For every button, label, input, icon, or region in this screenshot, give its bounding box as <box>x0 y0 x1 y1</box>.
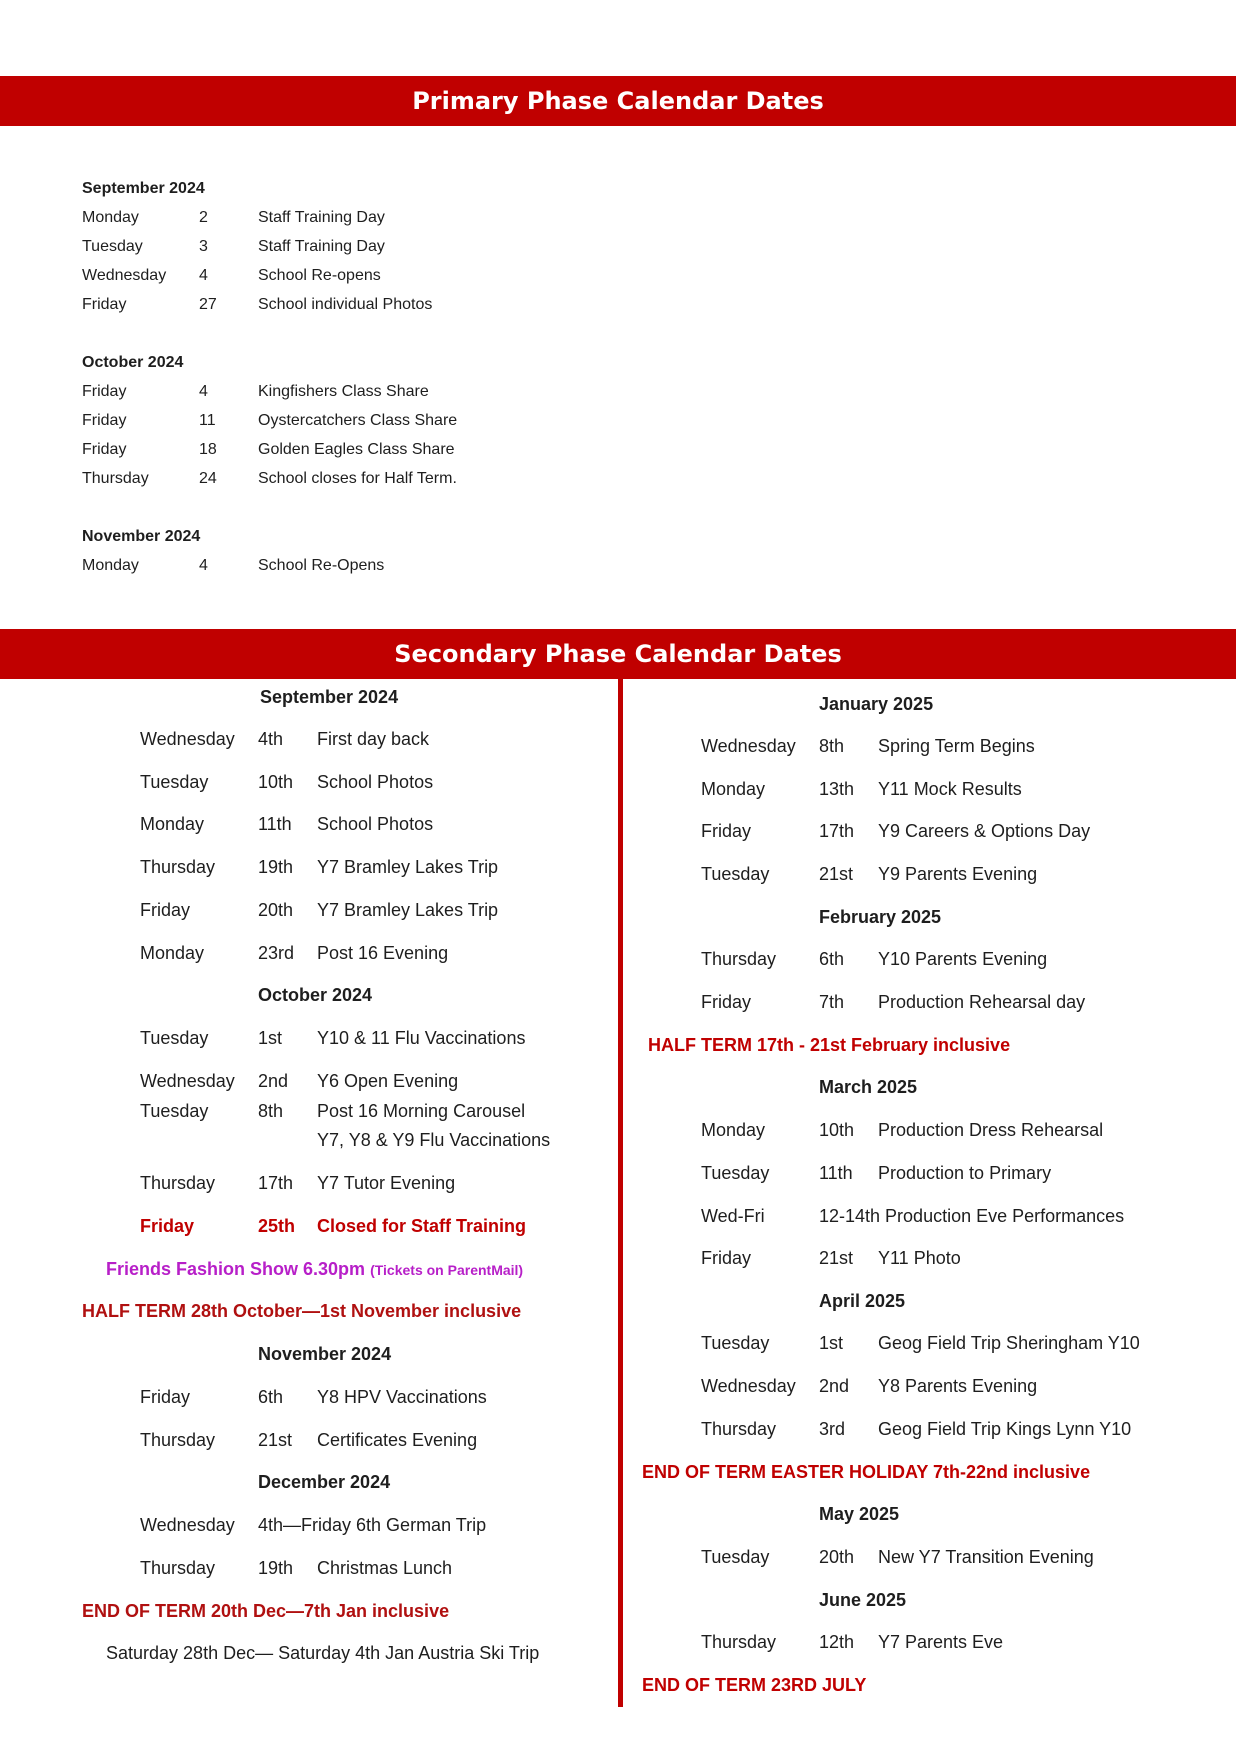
fashion-show-notice: Friends Fashion Show 6.30pm (Tickets on ParentMail) <box>106 1259 524 1279</box>
end-of-term-notice: END OF TERM 23RD JULY <box>642 1675 867 1695</box>
calendar-row: Tuesday 3 Staff Training Day <box>82 238 385 255</box>
primary-calendar <box>82 174 782 580</box>
month-heading: November 2024 <box>82 528 201 545</box>
ski-trip-notice: Saturday 28th Dec— Saturday 4th Jan Austria Ski Trip <box>106 1643 540 1663</box>
month-heading: October 2024 <box>82 354 184 371</box>
easter-holiday-notice: END OF TERM EASTER HOLIDAY 7th-22nd inclusive <box>642 1462 1091 1482</box>
month-heading: June 2025 <box>819 1590 907 1610</box>
month-heading: January 2025 <box>819 694 934 714</box>
half-term-notice: HALF TERM 28th October—1st November inclusive <box>82 1301 522 1321</box>
end-of-term-notice: END OF TERM 20th Dec—7th Jan inclusive <box>82 1601 450 1621</box>
calendar-row: Friday 27 School individual Photos <box>82 296 433 313</box>
secondary-phase-banner: Secondary Phase Calendar Dates <box>0 629 1236 679</box>
month-heading: September 2024 <box>260 687 399 707</box>
half-term-notice: HALF TERM 17th - 21st February inclusive <box>648 1035 1011 1055</box>
column-divider <box>618 679 623 1707</box>
month-heading: March 2025 <box>819 1077 918 1097</box>
month-heading: December 2024 <box>258 1472 391 1492</box>
month-heading: October 2024 <box>258 985 373 1005</box>
month-heading: April 2025 <box>819 1291 906 1311</box>
calendar-row: Friday 18 Golden Eagles Class Share <box>82 441 455 458</box>
primary-phase-banner: Primary Phase Calendar Dates <box>0 76 1236 126</box>
calendar-row: Wednesday 4 School Re-opens <box>82 267 381 284</box>
month-heading: May 2025 <box>819 1504 900 1524</box>
secondary-right-column: January 2025 Wednesday 8th Spring Term Begins Monday 13th Y11 Mock Results Friday 17th Y9 Careers & Options Day Tuesday 21st Y9 Parents Evening February 2025 Thursday 6th Y10 Parents Evening Friday 7th Production Rehearsal day HALF TERM 17th - 21st February inclusive March 2025 Monday 10th Production Dress Rehearsal Tuesday 11th Production to Primary Wed-Fri 12-14th Production Eve Performances Friday 21st Y11 Photo April 2025 Tuesday 1st Geog Field Trip Sheringham Y10 Wednesday 2nd Y8 Parents Evening Thursday 3rd Geog Field Trip Kings Lynn Y10 END OF TERM EASTER HOLIDAY 7th-22nd inclusive May 2025 Tuesday 20th New Y7 Transition Evening June 2025 Thursday 12th Y7 Parents Eve END OF TERM 23RD JULY <box>642 694 1140 1695</box>
calendar-row: Monday 2 Staff Training Day <box>82 209 385 226</box>
secondary-left-column: September 2024 Wednesday 4th First day back Tuesday 10th School Photos Monday 11th School Photos Thursday 19th Y7 Bramley Lakes Trip Friday 20th Y7 Bramley Lakes Trip Monday 23rd Post 16 Evening October 2024 Tuesday 1st Y10 & 11 Flu Vaccinations Wednesday 2nd Y6 Open Evening Tuesday 8th Post 16 Morning Carousel Y7, Y8 & Y9 Flu Vaccinations Thursday 17th Y7 Tutor Evening Friday 25th Closed for Staff Training Friends Fashion Show 6.30pm (Tickets on ParentMail) HALF TERM 28th October—1st November inclusive November 2024 Friday 6th Y8 HPV Vaccinations Thursday 21st Certificates Evening December 2024 Wednesday 4th—Friday 6th German Trip Thursday 19th Christmas Lunch END OF TERM 20th Dec—7th Jan inclusive Saturday 28th Dec— Saturday 4th Jan Austria Ski Trip <box>82 687 551 1663</box>
month-heading: February 2025 <box>819 907 942 927</box>
calendar-row: Friday 4 Kingfishers Class Share <box>82 383 429 400</box>
calendar-row: Thursday 24 School closes for Half Term. <box>82 470 457 487</box>
calendar-row: Monday 4 School Re-Opens <box>82 557 385 574</box>
month-heading: November 2024 <box>258 1344 392 1364</box>
calendar-row: Friday 11 Oystercatchers Class Share <box>82 412 458 429</box>
month-heading: September 2024 <box>82 180 205 197</box>
